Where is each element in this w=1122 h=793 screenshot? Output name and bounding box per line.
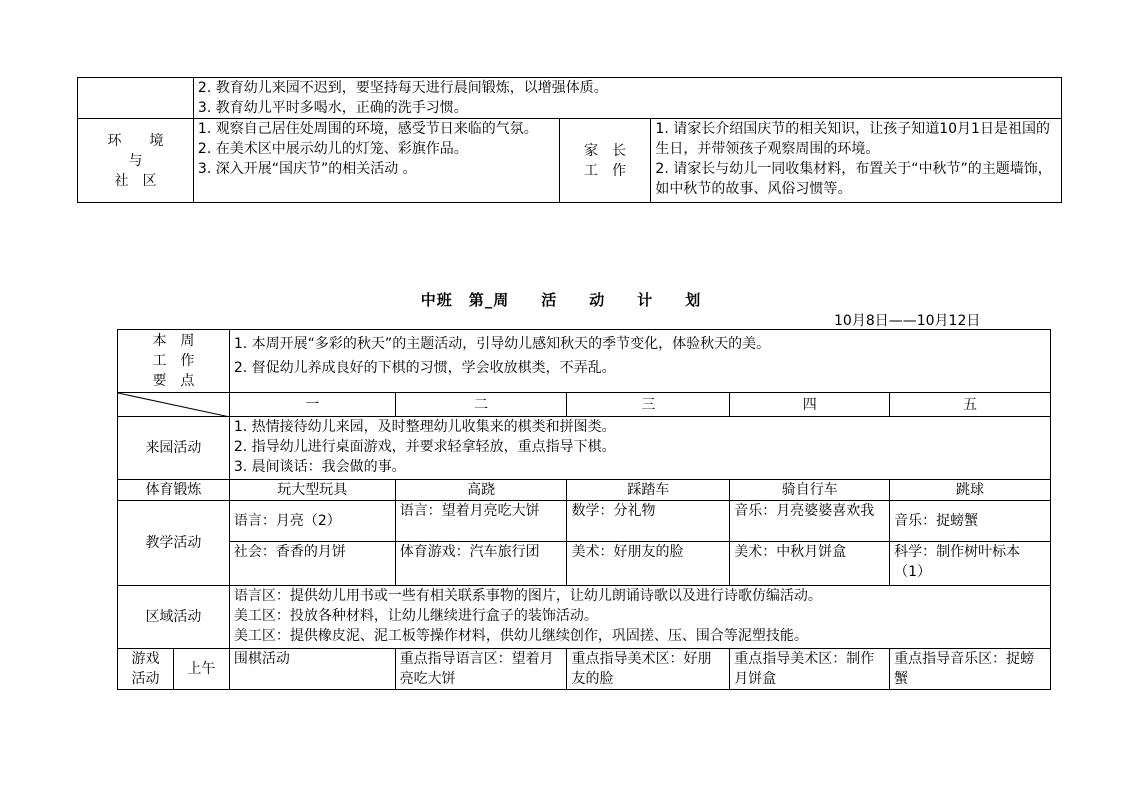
weekly-plan-table bbox=[117, 329, 1051, 690]
plan-title: 中班 第_周 活 动 计 划 bbox=[420, 291, 702, 309]
pe-item: 高跷 bbox=[395, 480, 567, 501]
focus-label: 本 周 工 作 要 点 bbox=[118, 330, 230, 393]
teaching-item: 音乐：月亮婆婆喜欢我 bbox=[730, 501, 890, 542]
pe-item: 踩踏车 bbox=[567, 480, 730, 501]
day-header: 五 bbox=[890, 393, 1051, 417]
teaching-item: 音乐：捉螃蟹 bbox=[890, 501, 1051, 542]
game-item: 重点指导美术区：制作月饼盒 bbox=[730, 649, 890, 690]
teaching-item: 体育游戏：汽车旅行团 bbox=[395, 542, 567, 586]
area-label: 区域活动 bbox=[118, 586, 230, 649]
teaching-item: 科学：制作树叶标本（1） bbox=[890, 542, 1051, 586]
day-header: 四 bbox=[730, 393, 890, 417]
pe-item: 骑自行车 bbox=[730, 480, 890, 501]
goal-label-cell bbox=[78, 78, 194, 119]
goal-line: 2. 教育幼儿来园不迟到，要坚持每天进行晨间锻炼，以增强体质。 bbox=[197, 80, 608, 96]
teaching-item: 数学：分礼物 bbox=[567, 501, 730, 542]
day-header: 三 bbox=[567, 393, 730, 417]
teaching-item: 美术：好朋友的脸 bbox=[567, 542, 730, 586]
parent-content: 1. 请家长介绍国庆节的相关知识，让孩子知道10月1日是祖国的生日，并带领孩子观察周围的环境。 2. 请家长与幼儿一同收集材料，布置关于“中秋节”的主题墙饰，如中秋节的故事、风俗习惯等。 bbox=[651, 119, 1062, 203]
diagonal-line bbox=[118, 393, 230, 417]
parent-label: 家 长 工 作 bbox=[559, 119, 651, 203]
morning-label: 上午 bbox=[173, 649, 229, 690]
goal-cell bbox=[193, 78, 1061, 119]
diagonal-header-cell bbox=[118, 393, 230, 417]
arrival-content: 1. 热情接待幼儿来园，及时整理幼儿收集来的棋类和拼图类。 2. 指导幼儿进行桌面游戏，并要求轻拿轻放，重点指导下棋。 3. 晨间谈话：我会做的事。 bbox=[229, 417, 1050, 480]
teaching-item: 语言：月亮（2） bbox=[229, 501, 395, 542]
teaching-item: 美术：中秋月饼盒 bbox=[730, 542, 890, 586]
date-range: 10月8日——10月12日 bbox=[834, 313, 981, 329]
pe-item: 玩大型玩具 bbox=[229, 480, 395, 501]
env-label: 环 境 与 社 区 bbox=[78, 119, 194, 203]
day-header: 二 bbox=[395, 393, 567, 417]
goal-line: 3. 教育幼儿平时多喝水，正确的洗手习惯。 bbox=[197, 100, 468, 116]
pe-item: 跳球 bbox=[890, 480, 1051, 501]
game-item: 围棋活动 bbox=[229, 649, 395, 690]
teaching-label: 教学活动 bbox=[118, 501, 230, 586]
game-item: 重点指导音乐区：捉螃蟹 bbox=[890, 649, 1051, 690]
game-label: 游戏 活动 bbox=[118, 649, 174, 690]
env-content: 1. 观察自己居住处周围的环境，感受节日来临的气氛。 2. 在美术区中展示幼儿的灯笼、彩旗作品。 3. 深入开展“国庆节”的相关活动 。 bbox=[193, 119, 559, 203]
area-content: 语言区：提供幼儿用书或一些有相关联系事物的图片，让幼儿朗诵诗歌以及进行诗歌仿编活动。 美工区：投放各种材料，让幼儿继续进行盒子的装饰活动。 美工区：提供橡皮泥、泥工板等操作材料，供幼儿继续创作，巩固搓、压、围合等泥塑技能。 bbox=[229, 586, 1050, 649]
game-item: 重点指导美术区：好朋友的脸 bbox=[567, 649, 730, 690]
day-header: 一 bbox=[229, 393, 395, 417]
game-item: 重点指导语言区：望着月亮吃大饼 bbox=[395, 649, 567, 690]
top-plan-table bbox=[77, 77, 1062, 203]
arrival-label: 来园活动 bbox=[118, 417, 230, 480]
focus-content: 1. 本周开展“多彩的秋天”的主题活动，引导幼儿感知秋天的季节变化，体验秋天的美。 2. 督促幼儿养成良好的下棋的习惯，学会收放棋类，不弄乱。 bbox=[229, 330, 1050, 393]
teaching-item: 语言：望着月亮吃大饼 bbox=[395, 501, 567, 542]
pe-label: 体育锻炼 bbox=[118, 480, 230, 501]
teaching-item: 社会：香香的月饼 bbox=[229, 542, 395, 586]
